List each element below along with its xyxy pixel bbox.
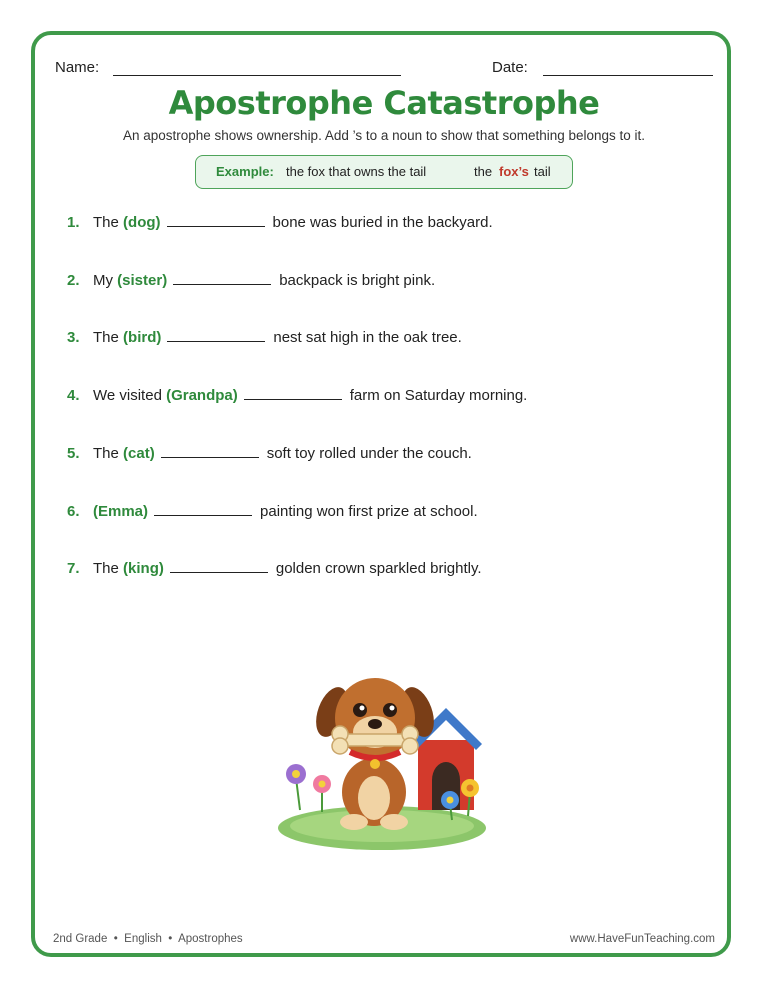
example-phrase: the fox that owns the tail [286, 164, 427, 179]
question-row [67, 501, 478, 520]
question-number: 1. [67, 214, 80, 231]
question-text-after: bone was buried in the backyard. [272, 214, 493, 231]
question-text-before: The [93, 329, 119, 346]
footer-separator: • [113, 933, 118, 945]
question-text-after: golden crown sparkled brightly. [275, 560, 482, 577]
question-row [67, 212, 493, 231]
question-text-before: My [93, 272, 113, 289]
question-number: 6. [67, 503, 80, 520]
example-box [195, 155, 573, 189]
question-number: 4. [67, 387, 80, 404]
question-noun: (bird) [123, 329, 162, 346]
question-noun: (cat) [123, 445, 155, 462]
question-row [67, 558, 482, 577]
question-text-after: backpack is bright pink. [279, 272, 436, 289]
question-number: 2. [67, 272, 80, 289]
question-number: 7. [67, 560, 80, 577]
question-text-after: soft toy rolled under the couch. [266, 445, 472, 462]
example-label: Example: [216, 164, 274, 179]
question-row [67, 270, 435, 289]
footer-topic: Apostrophes [178, 933, 243, 945]
answer-blank[interactable] [173, 270, 271, 285]
name-field[interactable] [113, 75, 401, 76]
question-text-before: The [93, 560, 119, 577]
answer-blank[interactable] [170, 558, 268, 573]
footer-subject: English [124, 933, 162, 945]
puppy-with-bone-and-doghouse-icon [270, 660, 500, 860]
question-noun: (king) [123, 560, 164, 577]
question-row [67, 443, 472, 462]
footer-website[interactable]: www.HaveFunTeaching.com [569, 933, 715, 945]
date-label: Date: [492, 59, 528, 76]
question-noun: (dog) [123, 214, 161, 231]
date-field[interactable] [543, 75, 713, 76]
question-text-after: farm on Saturday morning. [349, 387, 528, 404]
name-label: Name: [55, 59, 100, 76]
question-number: 3. [67, 329, 80, 346]
answer-blank[interactable] [154, 501, 252, 516]
question-text-before: The [93, 214, 119, 231]
question-number: 5. [67, 445, 80, 462]
question-text-after: nest sat high in the oak tree. [273, 329, 462, 346]
answer-blank[interactable] [167, 327, 265, 342]
page-title: Apostrophe Catastrophe [168, 84, 600, 122]
question-row [67, 385, 527, 404]
instructions: An apostrophe shows ownership. Add ’s to a noun to show that something belongs to it. [122, 128, 646, 143]
question-noun: (Emma) [93, 503, 149, 520]
question-text-after: painting won first prize at school. [260, 503, 478, 520]
example-answer-word: fox’s [499, 164, 529, 179]
footer-separator: • [168, 933, 173, 945]
answer-blank[interactable] [244, 385, 342, 400]
question-text-before: The [93, 445, 119, 462]
example-answer-prefix: the [474, 164, 493, 179]
answer-blank[interactable] [161, 443, 259, 458]
question-noun: (sister) [117, 272, 168, 289]
example-answer-suffix: tail [534, 164, 551, 179]
answer-blank[interactable] [167, 212, 265, 227]
question-noun: (Grandpa) [166, 387, 238, 404]
footer-tags [53, 933, 243, 945]
footer-grade: 2nd Grade [53, 933, 108, 945]
question-text-before: We visited [93, 387, 162, 404]
question-row [67, 327, 462, 346]
